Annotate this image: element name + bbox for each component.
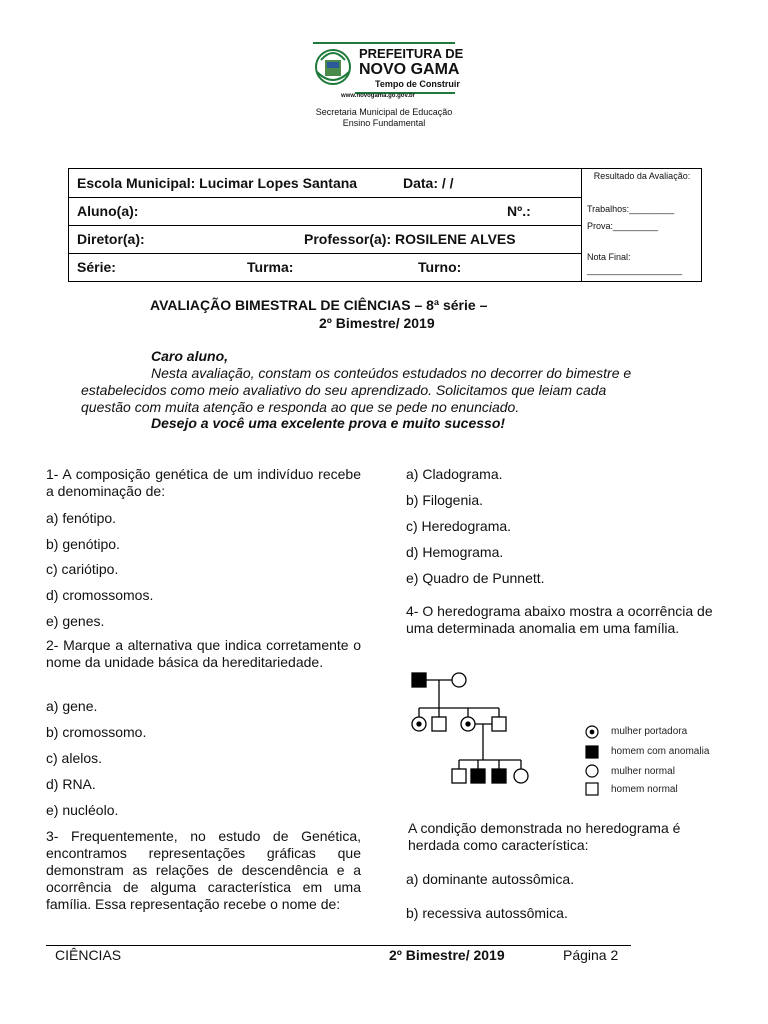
secretaria-text: Secretaria Municipal de Educação: [315, 107, 453, 117]
data-label: Data: / /: [403, 175, 454, 191]
intro-line1: Nesta avaliação, constam os conteúdos estudados no decorrer do bimestre e: [151, 365, 632, 381]
student-info-table: [68, 168, 702, 282]
nota-final-line: ___________________: [587, 265, 683, 275]
q1-option-e: e) genes.: [46, 613, 105, 629]
q2-option-e: e) nucléolo.: [46, 802, 119, 818]
footer-page: Página 2: [563, 947, 619, 963]
footer-divider: [46, 945, 631, 946]
legend-normal-female: mulher normal: [611, 766, 675, 777]
prova-label: Prova:_________: [587, 221, 659, 231]
question-3-text: 3- Frequentemente, no estudo de Genética, encontramos representações gráficas que demonstram as relações de descendência e a ocorrência de alguma característica em uma família. Essa representação recebe o nome de:: [46, 828, 361, 912]
legend-symbols: [585, 725, 601, 800]
professor-label: Professor(a): ROSILENE ALVES: [304, 231, 516, 247]
q1-option-b: b) genótipo.: [46, 536, 120, 552]
q2-option-d: d) RNA.: [46, 776, 96, 792]
affected-male-symbol: [492, 769, 506, 783]
q3-option-a: a) Cladograma.: [406, 466, 503, 482]
legend-normal-male-icon: [586, 783, 598, 795]
normal-male-symbol: [492, 717, 506, 731]
exam-subtitle: 2º Bimestre/ 2019: [319, 315, 435, 331]
q4-condition-text: A condição demonstrada no heredograma é herdada como característica:: [408, 820, 681, 853]
q1-option-c: c) cariótipo.: [46, 561, 119, 577]
info-row-diretor: [69, 225, 581, 254]
ensino-text: Ensino Fundamental: [342, 118, 426, 128]
footer-bimestre: 2º Bimestre/ 2019: [389, 947, 505, 963]
logo-line1: PREFEITURA DE: [359, 46, 464, 61]
legend-affected-male: homem com anomalia: [611, 746, 710, 757]
q4-option-b: b) recessiva autossômica.: [406, 905, 568, 921]
q2-option-c: c) alelos.: [46, 750, 103, 766]
q3-option-d: d) Hemograma.: [406, 544, 504, 560]
question-1-text: 1- A composição genética de um indivíduo recebe a denominação de:: [46, 466, 361, 499]
q3-option-b: b) Filogenia.: [406, 492, 484, 508]
intro-wish: Desejo a você uma excelente prova e muito sucesso!: [151, 415, 506, 431]
info-row-aluno: [69, 197, 581, 226]
turma-label: Turma:: [247, 259, 294, 275]
footer-subject: CIÊNCIAS: [55, 947, 122, 963]
affected-male-symbol: [471, 769, 485, 783]
serie-label: Série:: [77, 259, 116, 275]
q1-option-a: a) fenótipo.: [46, 510, 117, 526]
question-2-text: 2- Marque a alternativa que indica corretamente o nome da unidade básica da hereditariedade.: [46, 637, 361, 670]
question-4-text: 4- O heredograma abaixo mostra a ocorrência de uma determinada anomalia em uma família.: [406, 603, 713, 636]
normal-female-symbol: [452, 673, 466, 687]
prefeitura-logo: [313, 42, 464, 100]
logo-line2: NOVO GAMA: [359, 61, 460, 78]
exam-title: AVALIAÇÃO BIMESTRAL DE CIÊNCIAS – 8ª série –: [150, 297, 488, 313]
logo-slogan: Tempo de Construir: [375, 79, 460, 89]
escola-label: Escola Municipal: Lucimar Lopes Santana: [77, 175, 358, 191]
legend-affected-male-icon: [586, 746, 598, 758]
normal-male-symbol: [432, 717, 446, 731]
aluno-label: Aluno(a):: [77, 203, 139, 219]
q3-option-c: c) Heredograma.: [406, 518, 512, 534]
normal-male-symbol: [452, 769, 466, 783]
q2-option-b: b) cromossomo.: [46, 724, 147, 740]
turno-label: Turno:: [418, 259, 462, 275]
logo-url: www.novogama.go.gov.br: [341, 93, 416, 99]
info-row-serie: [69, 253, 581, 281]
resultado-label: Resultado da Avaliação:: [593, 171, 691, 181]
intro-greeting: Caro aluno,: [151, 348, 229, 364]
intro-line2: estabelecidos como meio avaliativo do seu aprendizado. Solicitamos que leiam cada: [81, 382, 607, 398]
normal-female-symbol: [514, 769, 528, 783]
q3-option-e: e) Quadro de Punnett.: [406, 570, 545, 586]
heredogram-diagram: [400, 668, 550, 788]
info-row-escola: [69, 169, 581, 198]
legend-normal-male: homem normal: [611, 784, 678, 795]
affected-male-symbol: [412, 673, 426, 687]
intro-line3: questão com muita atenção e responda ao que se pede no enunciado.: [81, 399, 520, 415]
q4-option-a: a) dominante autossômica.: [406, 871, 575, 887]
nota-final-label: Nota Final:: [587, 252, 631, 262]
q1-option-d: d) cromossomos.: [46, 587, 154, 603]
numero-label: Nº.:: [507, 203, 531, 219]
diretor-label: Diretor(a):: [77, 231, 145, 247]
legend-normal-female-icon: [586, 765, 598, 777]
legend-carrier-female: mulher portadora: [611, 726, 688, 737]
result-box: [582, 169, 701, 281]
trabalhos-label: Trabalhos:_________: [587, 204, 675, 214]
q2-option-a: a) gene.: [46, 698, 98, 714]
